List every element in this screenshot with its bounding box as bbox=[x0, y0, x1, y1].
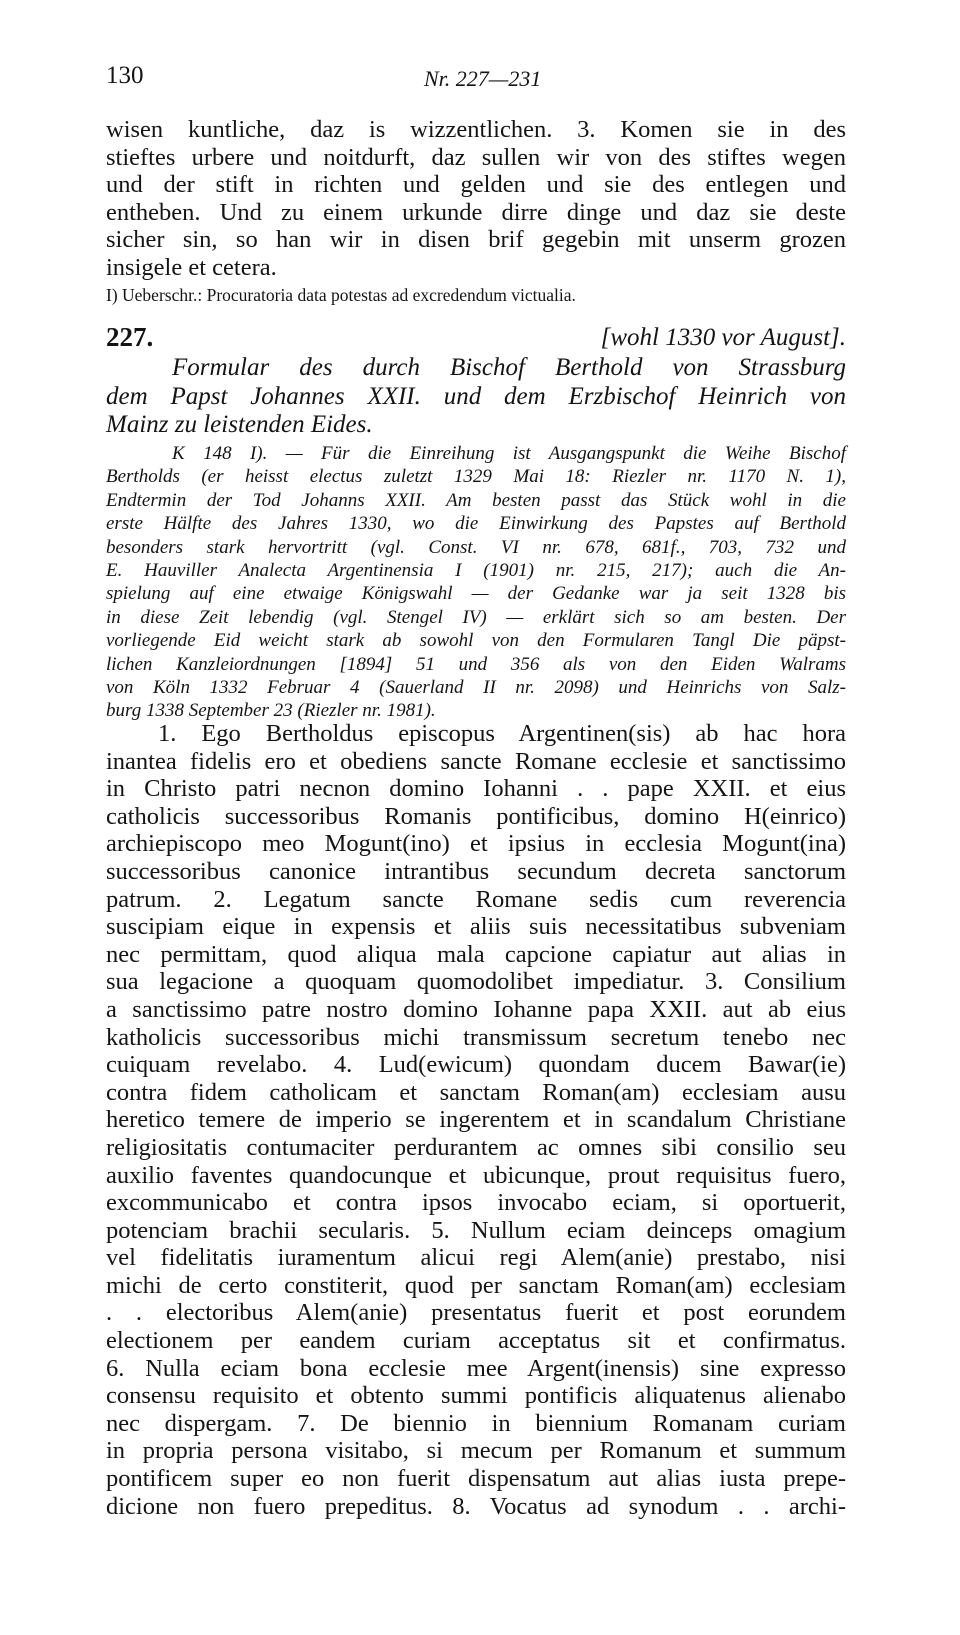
text-line: und der stift in richten und gelden und sie des entlegen und bbox=[106, 171, 846, 199]
oath-text bbox=[106, 720, 846, 1520]
editorial-line: spielung auf eine etwaige Königswahl — der Gedanke war ja seit 1328 bis bbox=[106, 583, 846, 605]
footnote bbox=[106, 283, 846, 307]
text-line: vel fidelitatis iuramentum alicui regi Alem(anie) prestabo, nisi bbox=[106, 1244, 846, 1272]
text-line: entheben. Und zu einem urkunde dirre dinge und daz sie deste bbox=[106, 198, 846, 226]
editorial-line: erste Hälfte des Jahres 1330, wo die Einwirkung des Papstes auf Berthold bbox=[106, 513, 846, 535]
editorial-line: lichen Kanzleiordnungen [1894] 51 und 356 als von den Eiden Walrams bbox=[106, 653, 846, 675]
text-line: catholicis successoribus Romanis pontificibus, domino H(einrico) bbox=[106, 802, 846, 830]
text-line: stieftes urbere und noitdurft, daz sullen wir von des stiftes wegen bbox=[106, 143, 846, 171]
text-line: a sanctissimo patre nostro domino Iohanne papa XXII. aut ab eius bbox=[106, 995, 846, 1023]
text-line: heretico temere de imperio se ingerentem et in scandalum Christiane bbox=[106, 1106, 846, 1134]
text-line: successoribus canonice intrantibus secundum decreta sanctorum bbox=[106, 857, 846, 885]
document-number-row bbox=[106, 322, 846, 354]
editorial-line: von Köln 1332 Februar 4 (Sauerland II nr. 2098) und Heinrichs von Salz- bbox=[106, 676, 846, 698]
text-line: nec permittam, quod aliqua mala capcione capiatur aut alias in bbox=[106, 940, 846, 968]
text-line: sua legacione a quoquam quomodolibet impediatur. 3. Consilium bbox=[106, 968, 846, 996]
text-line: inantea fidelis ero et obediens sancte Romane ecclesie et sanctissimo bbox=[106, 747, 846, 775]
document-number: 227. bbox=[106, 322, 154, 352]
text-line: nec dispergam. 7. De biennio in biennium Romanam curiam bbox=[106, 1409, 846, 1437]
editorial-line: vorliegende Eid weicht stark ab sowohl von den Formularen Tangl Die päpst- bbox=[106, 630, 846, 652]
text-line: dicione non fuero prepeditus. 8. Vocatus ad synodum . . archi- bbox=[106, 1492, 846, 1520]
text-line: in propria persona visitabo, si mecum per Romanum et summum bbox=[106, 1437, 846, 1465]
text-line: 1. Ego Bertholdus episcopus Argentinen(sis) ab hac hora bbox=[158, 720, 846, 747]
text-line: wisen kuntliche, daz is wizzentlichen. 3. Komen sie in des bbox=[106, 116, 846, 143]
title-line: Formular des durch Bischof Berthold von Strassburg bbox=[172, 354, 846, 381]
title-line: dem Papst Johannes XXII. und dem Erzbischof Heinrich von bbox=[106, 382, 846, 410]
text-line: michi de certo constiterit, quod per sanctam Roman(am) ecclesiam bbox=[106, 1271, 846, 1299]
text-line: archiepiscopo meo Mogunt(ino) et ipsius in ecclesia Mogunt(ina) bbox=[106, 830, 846, 858]
text-line: auxilio faventes quandocunque et ubicunque, prout requisitus fuero, bbox=[106, 1161, 846, 1189]
editorial-line: E. Hauviller Analecta Argentinensia I (1901) nr. 215, 217); auch die An- bbox=[106, 559, 846, 581]
text-line: pontificem super eo non fuerit dispensatum aut alias iusta prepe- bbox=[106, 1465, 846, 1493]
editorial-note bbox=[106, 442, 846, 723]
text-line: katholicis successoribus michi transmissum secretum tenebo nec bbox=[106, 1023, 846, 1051]
text-line: 6. Nulla eciam bona ecclesie mee Argent(inensis) sine expresso bbox=[106, 1354, 846, 1382]
text-line: suscipiam eique in expensis et aliis suis necessitatibus subveniam bbox=[106, 913, 846, 941]
text-line: . . electoribus Alem(anie) presentatus fuerit et post eorundem bbox=[106, 1299, 846, 1327]
editorial-line: Bertholds (er heisst electus zuletzt 1329 Mai 18: Riezler nr. 1170 N. 1), bbox=[106, 466, 846, 488]
page-header bbox=[106, 62, 846, 102]
preceding-text bbox=[106, 116, 846, 282]
text-line: religiositatis contumaciter perdurantem ac omnes sibi consilio seu bbox=[106, 1133, 846, 1161]
text-line: consensu requisito et obtento summi pontificis aliquatenus alienabo bbox=[106, 1382, 846, 1410]
document-date: [wohl 1330 vor August]. bbox=[600, 324, 846, 351]
text-line: insigele et cetera. bbox=[106, 253, 277, 281]
editorial-line: burg 1338 September 23 (Riezler nr. 1981). bbox=[106, 700, 436, 722]
editorial-line: Endtermin der Tod Johanns XXII. Am besten passt das Stück wohl in die bbox=[106, 489, 846, 511]
text-line: cuiquam revelabo. 4. Lud(ewicum) quondam ducem Bawar(ie) bbox=[106, 1051, 846, 1079]
editorial-line: K 148 I). — Für die Einreihung ist Ausgangspunkt die Weihe Bischof bbox=[172, 443, 846, 464]
footnote-line: I) Ueberschr.: Procuratoria data potestas ad excredendum victualia. bbox=[106, 285, 576, 305]
title-line: Mainz zu leistenden Eides. bbox=[106, 411, 373, 438]
text-line: potenciam brachii secularis. 5. Nullum eciam deinceps omagium bbox=[106, 1216, 846, 1244]
text-line: excommunicabo et contra ipsos invocabo eciam, si oportuerit, bbox=[106, 1189, 846, 1217]
document-title bbox=[106, 354, 846, 440]
page-number: 130 bbox=[106, 62, 144, 89]
text-line: electionem per eandem curiam acceptatus sit et confirmatus. bbox=[106, 1327, 846, 1355]
text-line: sicher sin, so han wir in disen brif gegebin mit unserm grozen bbox=[106, 226, 846, 254]
editorial-line: in diese Zeit lebendig (vgl. Stengel IV) — erklärt sich so am besten. Der bbox=[106, 606, 846, 628]
text-line: patrum. 2. Legatum sancte Romane sedis cum reverencia bbox=[106, 885, 846, 913]
editorial-line: besonders stark hervortritt (vgl. Const. VI nr. 678, 681f., 703, 732 und bbox=[106, 536, 846, 558]
text-line: contra fidem catholicam et sanctam Roman(am) ecclesiam ausu bbox=[106, 1078, 846, 1106]
text-line: in Christo patri necnon domino Iohanni . . pape XXII. et eius bbox=[106, 775, 846, 803]
running-head: Nr. 227—231 bbox=[424, 66, 542, 91]
